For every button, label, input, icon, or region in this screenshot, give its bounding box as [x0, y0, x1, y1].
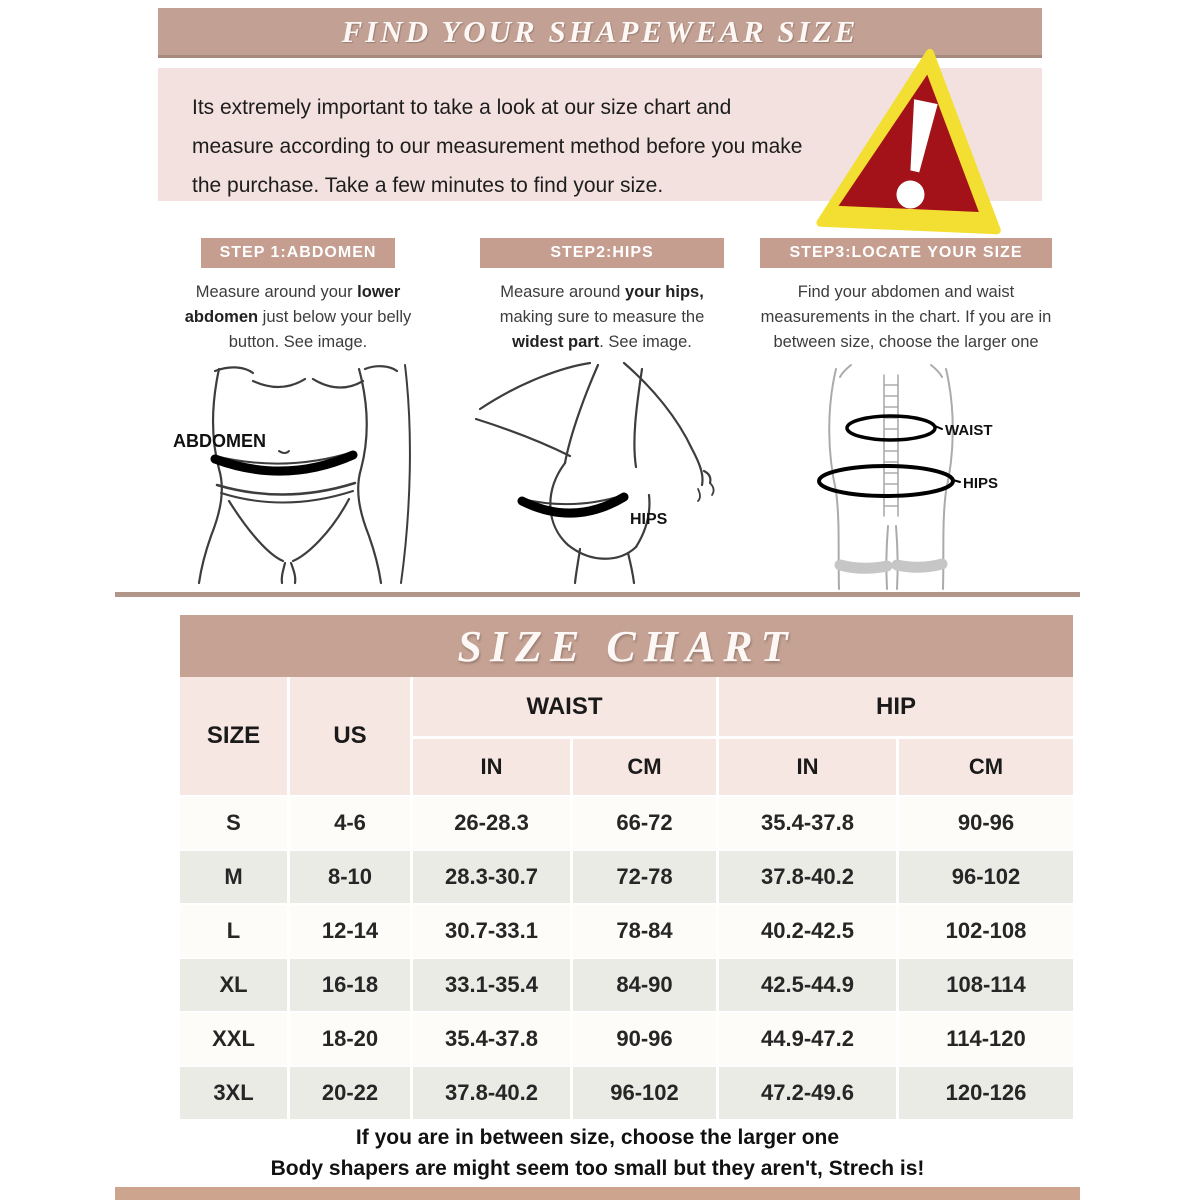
size-chart-cell-xxl-size: XXL	[180, 1011, 287, 1065]
size-chart-title: SIZE CHART	[457, 621, 796, 671]
size-chart-cell-m-waist_in: 28.3-30.7	[410, 849, 570, 903]
size-chart-cell-s-size: S	[180, 795, 287, 849]
column-header-hip-cm: CM	[896, 739, 1073, 795]
size-chart-cell-m-size: M	[180, 849, 287, 903]
size-chart-cell-xxl-hip_in: 44.9-47.2	[716, 1011, 896, 1065]
step-3-header: STEP3:LOCATE YOUR SIZE	[760, 238, 1052, 268]
step-3-description: Find your abdomen and waist measurements in the chart. If you are in between size, choose the larger one	[760, 283, 1052, 351]
size-chart-cell-l-us: 12-14	[287, 903, 410, 957]
abdomen-figure-label: ABDOMEN	[173, 431, 266, 451]
step-1-description: Measure around your lower abdomen just below your belly button. See image.	[184, 283, 412, 351]
column-header-us: US	[287, 677, 410, 795]
column-header-hip: HIP	[716, 677, 1073, 739]
intro-text: Its extremely important to take a look at our size chart and measure according to our measurement method before you make the purchase. Take a few minutes to find your size.	[192, 96, 803, 197]
size-chart-cell-xl-hip_cm: 108-114	[896, 957, 1073, 1011]
size-chart-title-bar	[180, 615, 1073, 677]
page-title: FIND YOUR SHAPEWEAR SIZE	[341, 13, 859, 49]
size-chart-cell-3xl-waist_cm: 96-102	[570, 1065, 716, 1119]
column-header-hip-in: IN	[716, 739, 896, 795]
waist-measure-ellipse	[847, 416, 935, 440]
size-chart-cell-3xl-size: 3XL	[180, 1065, 287, 1119]
note-stretch: Body shapers are might seem too small but they aren't, Strech is!	[270, 1157, 925, 1180]
step-1-header: STEP 1:ABDOMEN	[201, 238, 395, 268]
step-1-column	[148, 238, 448, 591]
bottom-accent-bar	[115, 1187, 1080, 1200]
abdomen-front-figure	[153, 361, 443, 586]
size-chart-cell-l-waist_in: 30.7-33.1	[410, 903, 570, 957]
waist-figure-label: WAIST	[945, 422, 993, 439]
size-chart-cell-s-waist_cm: 66-72	[570, 795, 716, 849]
size-chart-cell-3xl-waist_in: 37.8-40.2	[410, 1065, 570, 1119]
hips-figure-label: HIPS	[630, 511, 668, 528]
size-chart-cell-s-us: 4-6	[287, 795, 410, 849]
step-2-header: STEP2:HIPS	[480, 238, 724, 268]
size-chart-cell-xl-size: XL	[180, 957, 287, 1011]
size-chart-cell-xxl-us: 18-20	[287, 1011, 410, 1065]
size-notes	[115, 1122, 1080, 1184]
size-chart-cell-s-hip_cm: 90-96	[896, 795, 1073, 849]
size-chart-cell-xl-waist_cm: 84-90	[570, 957, 716, 1011]
column-header-waist-cm: CM	[570, 739, 716, 795]
size-chart-cell-3xl-hip_in: 47.2-49.6	[716, 1065, 896, 1119]
column-header-waist: WAIST	[410, 677, 716, 739]
shapewear-measure-figure	[756, 361, 1056, 591]
size-chart-cell-3xl-us: 20-22	[287, 1065, 410, 1119]
size-chart-cell-xl-waist_in: 33.1-35.4	[410, 957, 570, 1011]
size-chart-cell-xxl-waist_cm: 90-96	[570, 1011, 716, 1065]
warning-triangle-icon	[809, 37, 1026, 254]
size-chart-cell-xxl-waist_in: 35.4-37.8	[410, 1011, 570, 1065]
size-chart-cell-l-waist_cm: 78-84	[570, 903, 716, 957]
size-chart-table	[180, 677, 1073, 1119]
size-chart-cell-m-hip_cm: 96-102	[896, 849, 1073, 903]
size-chart-cell-m-hip_in: 37.8-40.2	[716, 849, 896, 903]
size-chart-cell-l-size: L	[180, 903, 287, 957]
size-chart-cell-s-hip_in: 35.4-37.8	[716, 795, 896, 849]
step-2-description: Measure around your hips, making sure to measure the widest part. See image.	[499, 283, 705, 351]
column-header-waist-in: IN	[410, 739, 570, 795]
size-chart-cell-xl-us: 16-18	[287, 957, 410, 1011]
note-between-sizes: If you are in between size, choose the larger one	[355, 1126, 840, 1149]
size-chart-cell-3xl-hip_cm: 120-126	[896, 1065, 1073, 1119]
size-chart-cell-s-waist_in: 26-28.3	[410, 795, 570, 849]
hips-measure-ellipse	[819, 466, 953, 496]
size-chart-cell-xxl-hip_cm: 114-120	[896, 1011, 1073, 1065]
hips-figure-label-2: HIPS	[963, 475, 999, 492]
section-divider	[115, 592, 1080, 597]
size-chart-cell-l-hip_in: 40.2-42.5	[716, 903, 896, 957]
step-3-column	[756, 238, 1056, 596]
hips-side-figure	[452, 361, 752, 586]
size-chart-cell-l-hip_cm: 102-108	[896, 903, 1073, 957]
column-header-size: SIZE	[180, 677, 287, 795]
size-chart-cell-m-waist_cm: 72-78	[570, 849, 716, 903]
step-2-column	[452, 238, 752, 591]
size-chart-cell-xl-hip_in: 42.5-44.9	[716, 957, 896, 1011]
size-chart-cell-m-us: 8-10	[287, 849, 410, 903]
